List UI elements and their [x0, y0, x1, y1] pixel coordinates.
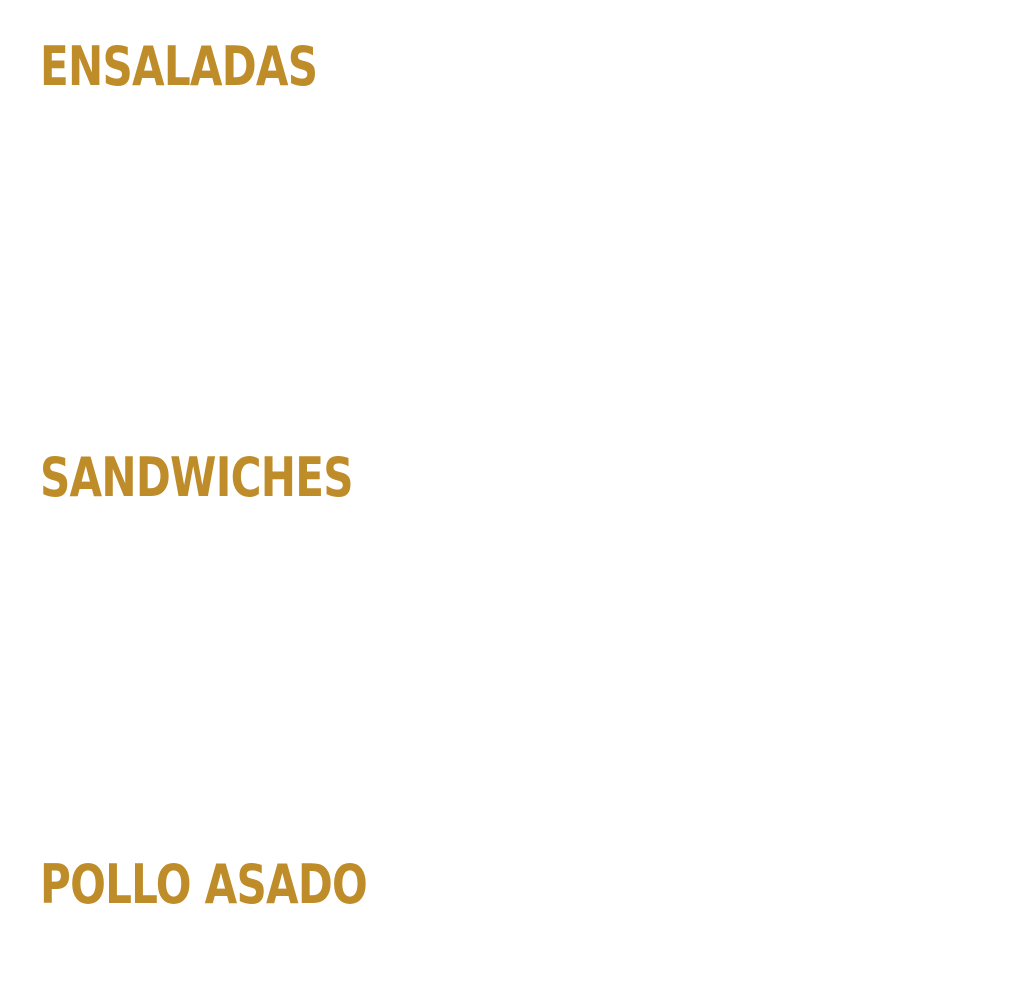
- section-pollo-asado: [40, 854, 984, 974]
- section-heading-sandwiches: SANDWICHES: [40, 446, 353, 509]
- section-heading-ensaladas: ENSALADAS: [40, 35, 318, 98]
- section-ensaladas: [40, 36, 984, 376]
- section-sandwiches: [40, 447, 984, 787]
- section-heading-pollo-asado: POLLO ASADO: [40, 853, 368, 916]
